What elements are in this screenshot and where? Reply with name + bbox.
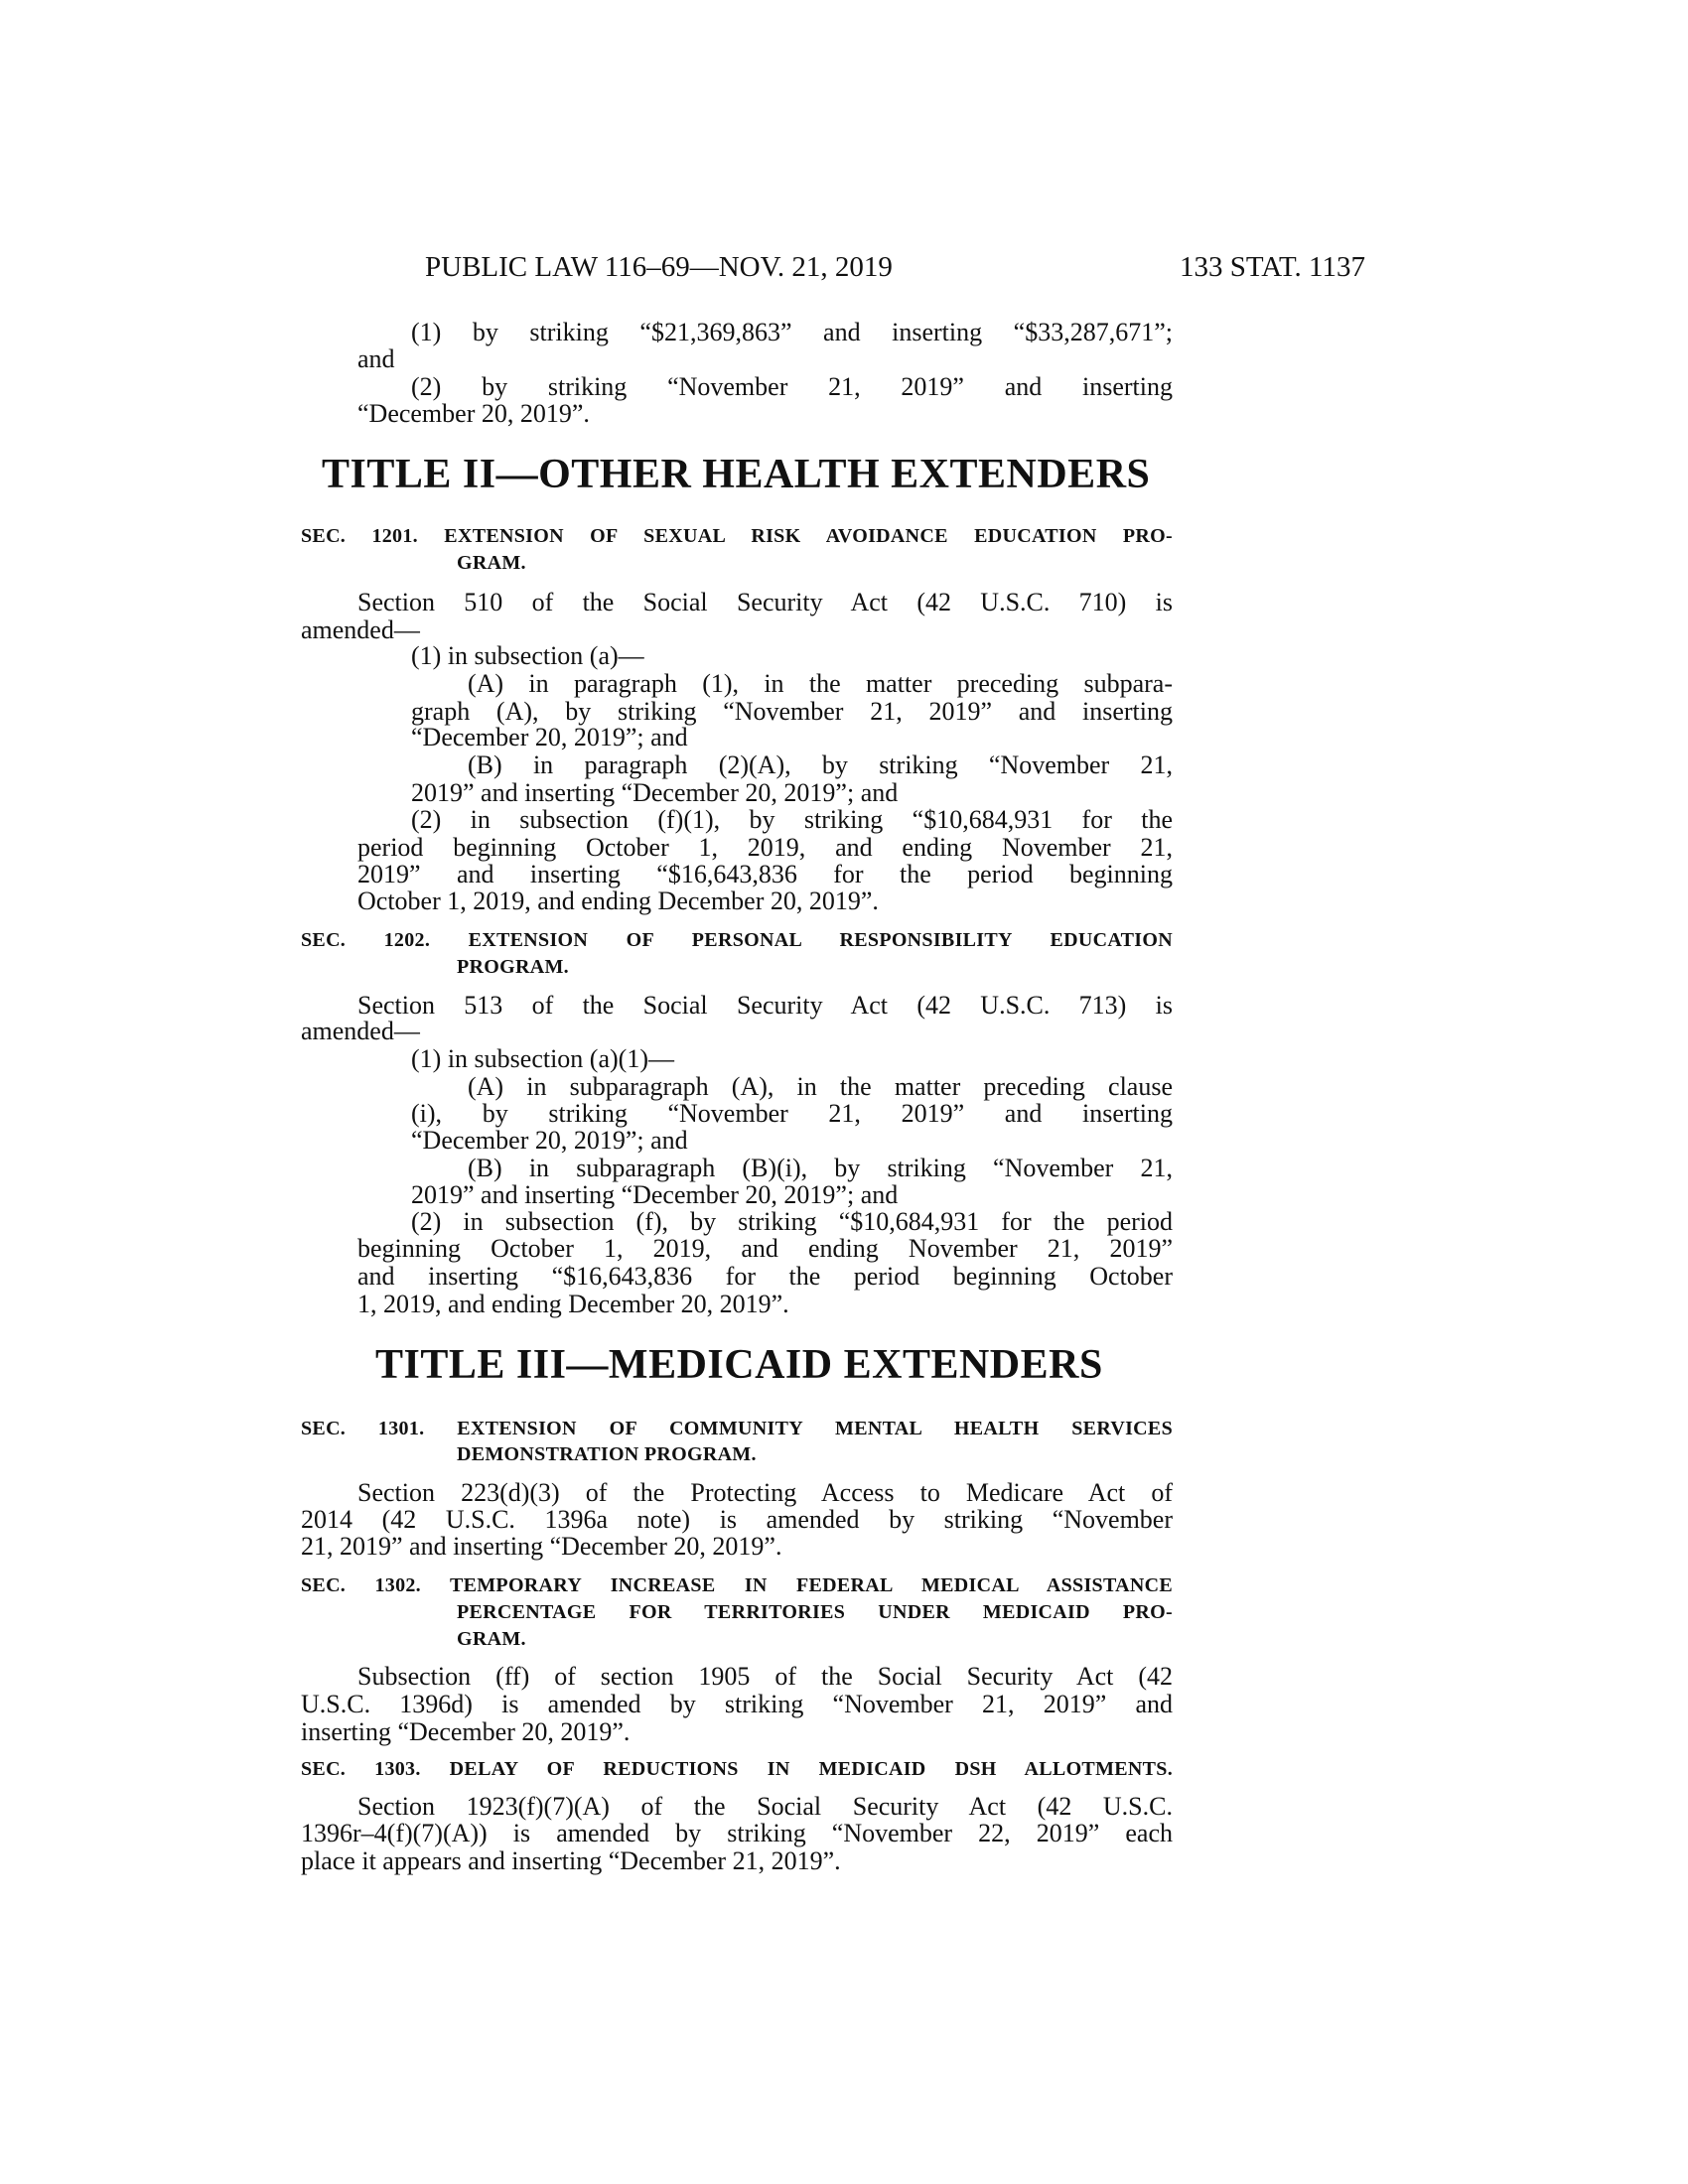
text-line: (1) in subsection (a)— [411,641,644,670]
text-line: Section 1923(f)(7)(A) of the Social Security Act (42 U.S.C. [357,1792,1173,1821]
text-line: place it appears and inserting “December 21, 2019”. [301,1846,841,1875]
text-line: 2019” and inserting “December 20, 2019”; and [411,1180,899,1209]
text-line: “December 20, 2019”; and [411,1126,688,1155]
section-heading: GRAM. [457,1628,526,1650]
section-heading: PERCENTAGE FOR TERRITORIES UNDER MEDICAID PRO- [457,1601,1173,1623]
text-line: 2019” and inserting “$16,643,836 for the period beginning [357,860,1173,888]
title-ii-heading: TITLE II—OTHER HEALTH EXTENDERS [322,452,1151,497]
text-line: (2) in subsection (f), by striking “$10,684,931 for the period [411,1207,1173,1236]
text-line: (1) in subsection (a)(1)— [411,1044,674,1073]
text-line: and inserting “$16,643,836 for the period beginning October [357,1262,1173,1291]
text-line: (2) by striking “November 21, 2019” and inserting [411,372,1173,401]
text-line: graph (A), by striking “November 21, 2019” and inserting [411,697,1173,726]
running-header-title: PUBLIC LAW 116–69—NOV. 21, 2019 [425,251,893,283]
text-line: “December 20, 2019”; and [411,723,688,751]
text-line: (i), by striking “November 21, 2019” and inserting [411,1099,1173,1128]
text-line: and [357,344,395,373]
text-line: (2) in subsection (f)(1), by striking “$10,684,931 for the [411,805,1173,834]
title-iii-heading: TITLE III—MEDICAID EXTENDERS [375,1342,1103,1388]
text-line: beginning October 1, 2019, and ending November 21, 2019” [357,1234,1173,1263]
section-heading: DEMONSTRATION PROGRAM. [457,1443,757,1465]
text-line: 1396r–4(f)(7)(A)) is amended by striking “November 22, 2019” each [301,1819,1173,1847]
text-line: (A) in paragraph (1), in the matter preceding subpara- [468,669,1173,698]
section-heading: PROGRAM. [457,956,569,978]
text-line: amended— [301,615,420,644]
text-line: October 1, 2019, and ending December 20, 2019”. [357,887,879,915]
section-heading: SEC. 1302. TEMPORARY INCREASE IN FEDERAL MEDICAL ASSISTANCE [301,1574,1173,1596]
text-line: Section 510 of the Social Security Act (42 U.S.C. 710) is [357,588,1173,616]
text-line: Section 223(d)(3) of the Protecting Access to Medicare Act of [357,1478,1173,1507]
text-line: 1, 2019, and ending December 20, 2019”. [357,1290,789,1318]
text-line: period beginning October 1, 2019, and ending November 21, [357,833,1173,862]
text-line: “December 20, 2019”. [357,399,590,428]
text-line: (A) in subparagraph (A), in the matter preceding clause [468,1072,1173,1101]
section-heading: GRAM. [457,552,526,574]
text-line: (B) in paragraph (2)(A), by striking “November 21, [468,751,1173,779]
text-line: 2014 (42 U.S.C. 1396a note) is amended by striking “November [301,1505,1173,1534]
text-line: (B) in subparagraph (B)(i), by striking “November 21, [468,1154,1173,1182]
text-line: 21, 2019” and inserting “December 20, 2019”. [301,1532,782,1561]
text-line: amended— [301,1017,420,1045]
text-line: Section 513 of the Social Security Act (42 U.S.C. 713) is [357,991,1173,1020]
section-heading: SEC. 1201. EXTENSION OF SEXUAL RISK AVOIDANCE EDUCATION PRO- [301,525,1173,547]
text-line: Subsection (ff) of section 1905 of the Social Security Act (42 [357,1662,1173,1691]
section-heading: SEC. 1303. DELAY OF REDUCTIONS IN MEDICAID DSH ALLOTMENTS. [301,1758,1173,1780]
text-line: inserting “December 20, 2019”. [301,1717,631,1746]
page-citation: 133 STAT. 1137 [1180,251,1365,283]
section-heading: SEC. 1301. EXTENSION OF COMMUNITY MENTAL HEALTH SERVICES [301,1418,1173,1439]
section-heading: SEC. 1202. EXTENSION OF PERSONAL RESPONSIBILITY EDUCATION [301,929,1173,951]
text-line: (1) by striking “$21,369,863” and inserting “$33,287,671”; [411,318,1173,346]
text-line: 2019” and inserting “December 20, 2019”; and [411,778,899,807]
text-line: U.S.C. 1396d) is amended by striking “November 21, 2019” and [301,1690,1173,1718]
